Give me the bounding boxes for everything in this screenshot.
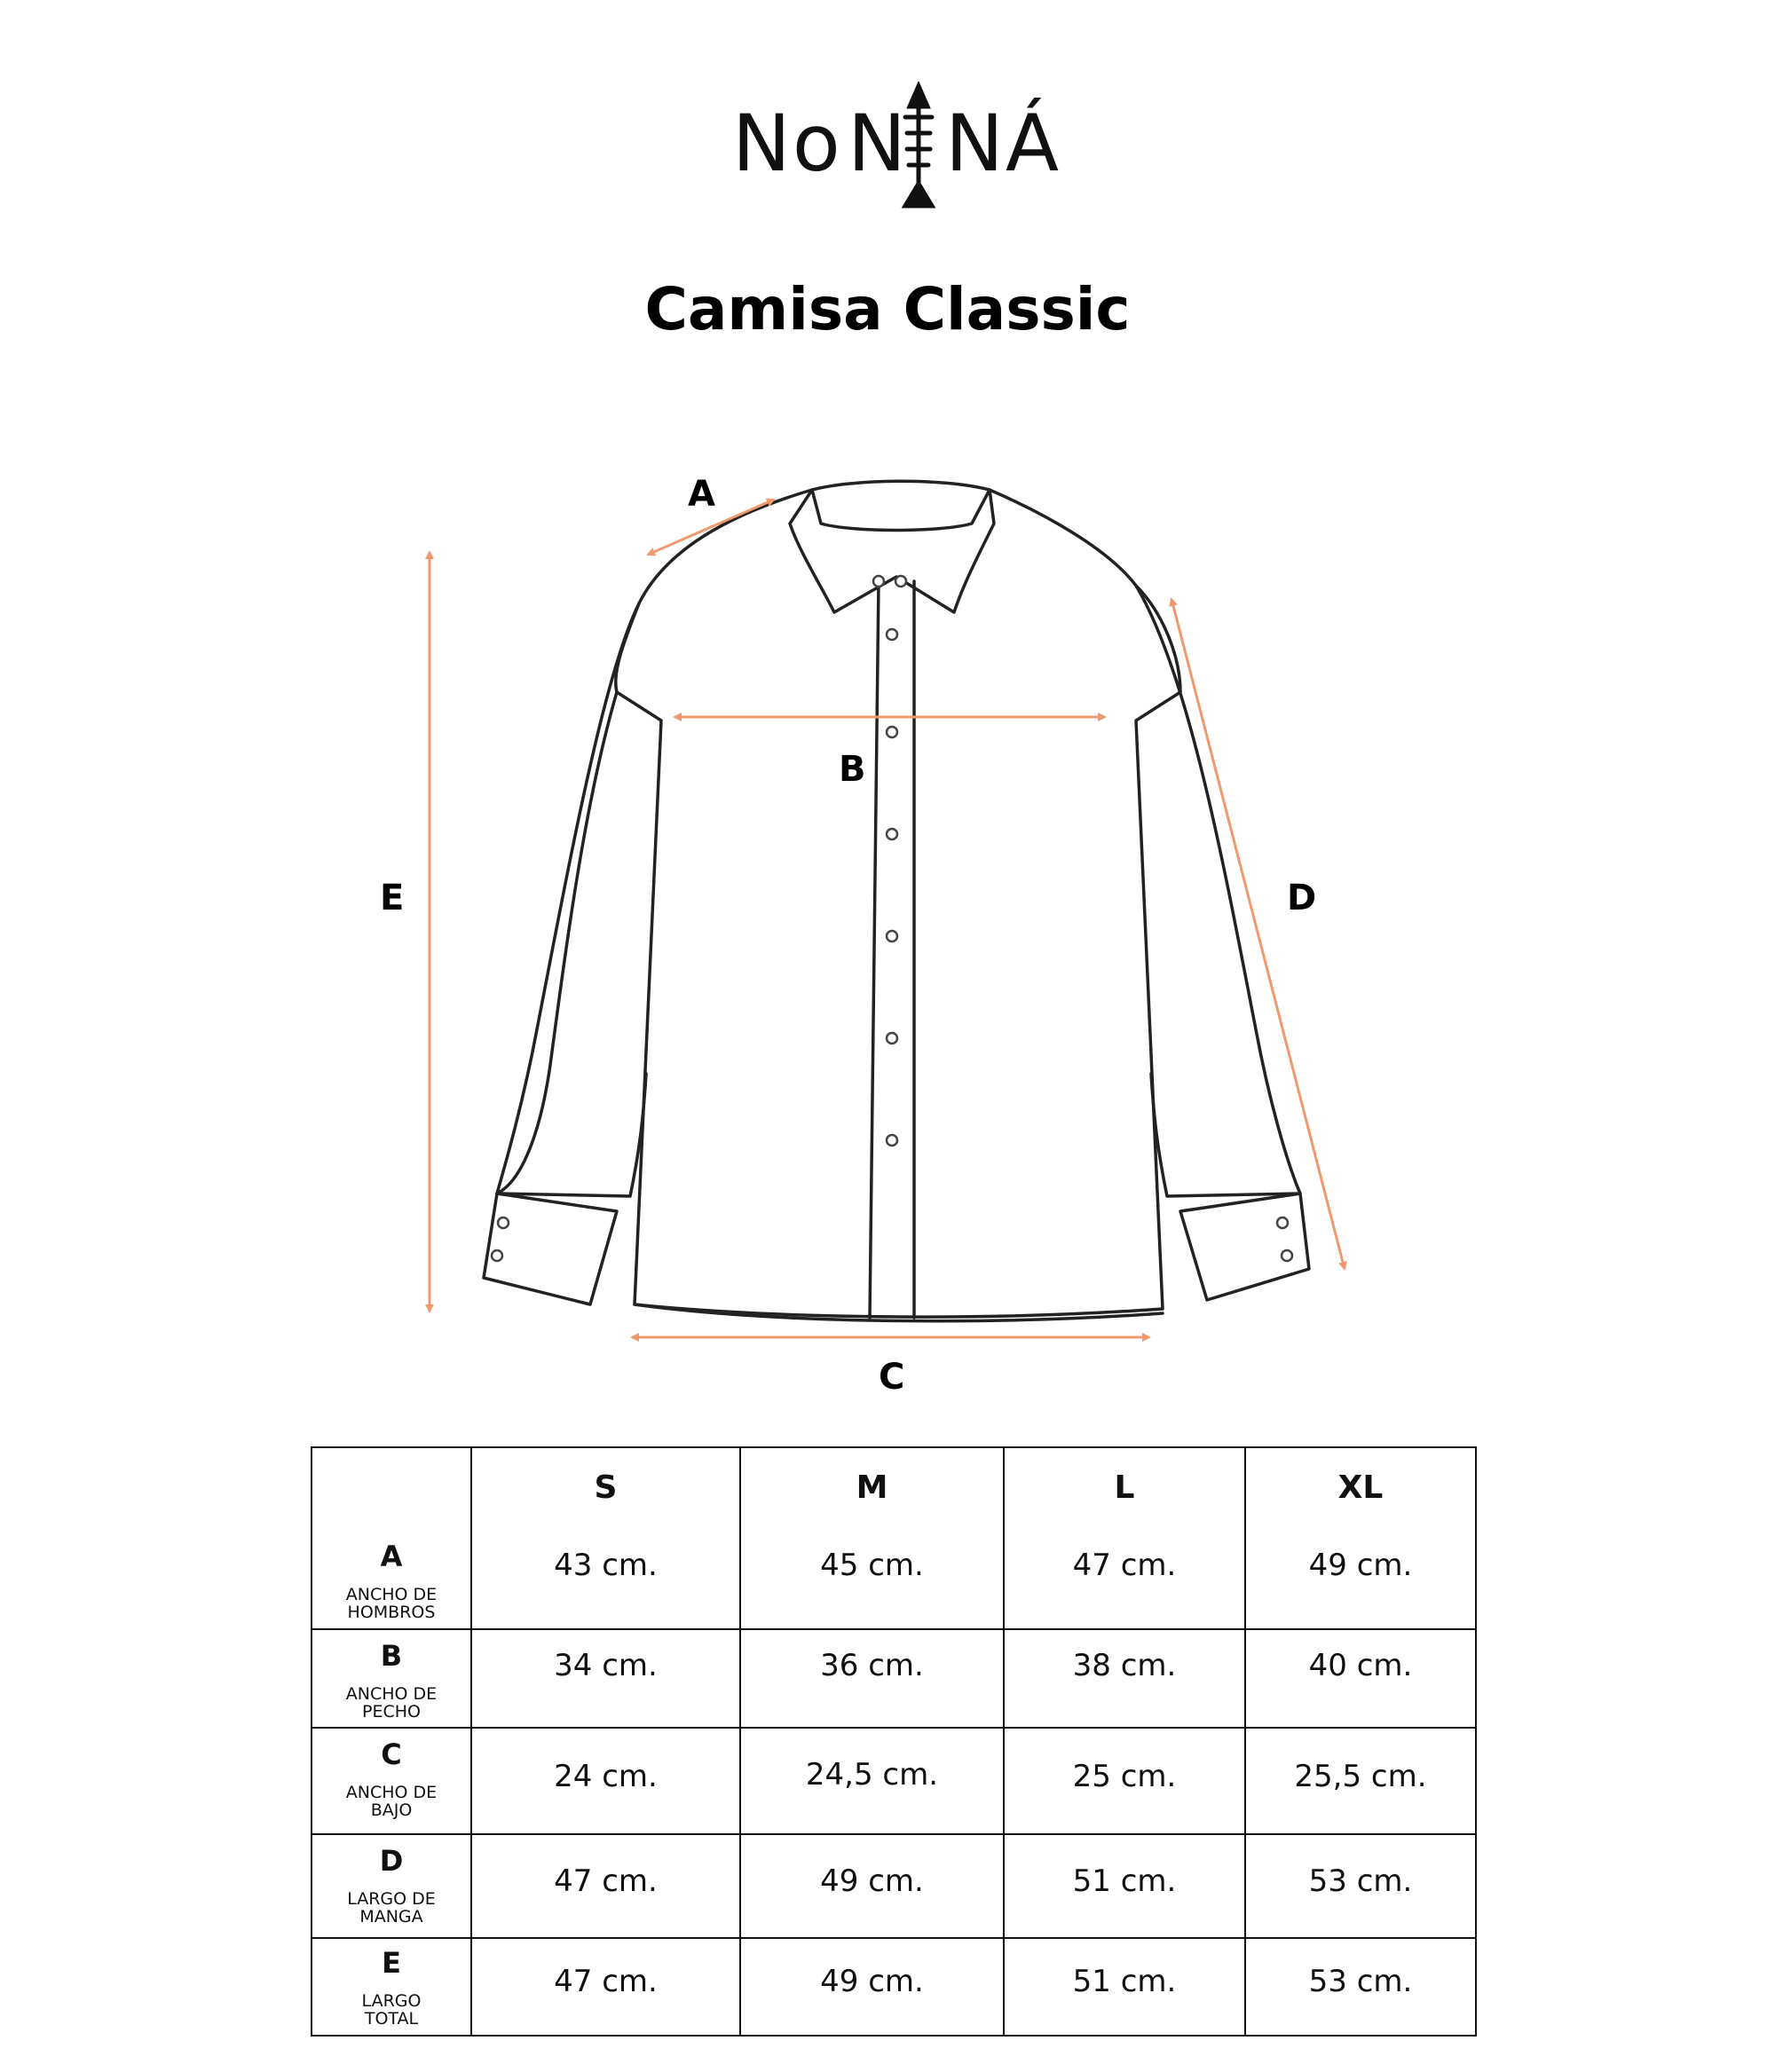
logo-text-right: NÁ [945,98,1061,189]
row-letter: B [380,1639,403,1673]
shirt-outline [484,481,1309,1320]
row-letter: E [382,1946,401,1980]
table-cell-wrap [1004,1938,1245,2036]
table-cell-wrap [740,1728,1004,1834]
table-cell-wrap [1004,1629,1245,1728]
table-row [312,1629,1476,1728]
table-cell-wrap [1245,1834,1476,1938]
size-header: S [594,1469,618,1506]
logo-text-mid: N [848,98,908,189]
label-a: A [688,474,715,515]
table-row [312,1447,1476,1629]
table-cell: 51 cm. [1072,1964,1177,1999]
row-label-cell [312,1447,471,1629]
table-cell: 36 cm. [820,1648,924,1683]
arrow-d [1172,599,1345,1269]
row-letter: A [380,1540,403,1573]
table-cell: 45 cm. [820,1548,924,1583]
table-row [312,1938,1476,2036]
shirt-diagram [0,444,1775,1420]
table-cell: 38 cm. [1072,1648,1177,1683]
table-cell: 43 cm. [554,1548,658,1583]
size-header: L [1114,1469,1135,1506]
size-column-m [740,1447,1004,1629]
label-e: E [380,878,405,918]
size-header: M [856,1469,888,1506]
table-cell: 40 cm. [1308,1648,1413,1683]
label-b: B [839,749,866,790]
table-cell: 34 cm. [554,1648,658,1683]
logo-text-left: No [732,98,842,189]
row-label-cell [312,1938,471,2036]
row-label-cell [312,1834,471,1938]
row-desc: LARGO DE MANGA [347,1889,436,1926]
table-cell-wrap [471,1728,740,1834]
table-cell: 25,5 cm. [1294,1759,1427,1794]
measurement-arrows [430,500,1345,1337]
table-cell: 47 cm. [554,1964,658,1999]
table-cell-wrap [471,1629,740,1728]
table-cell: 25 cm. [1072,1759,1177,1794]
table-cell-wrap [471,1834,740,1938]
table-cell: 47 cm. [554,1863,658,1899]
row-desc: ANCHO DE BAJO [345,1783,438,1820]
table-cell-wrap [1004,1834,1245,1938]
row-letter: D [379,1844,404,1878]
row-desc: LARGO TOTAL [361,1991,422,2029]
table-row [312,1834,1476,1938]
table-cell: 24 cm. [554,1759,658,1794]
label-d: D [1287,878,1317,918]
table-row [312,1728,1476,1834]
brand-logo [728,82,1065,215]
table-cell: 49 cm. [820,1863,924,1899]
size-column-s [471,1447,740,1629]
row-desc: ANCHO DE PECHO [345,1684,438,1721]
row-letter: C [381,1737,402,1771]
table-cell: 51 cm. [1072,1863,1177,1899]
table-cell: 49 cm. [820,1964,924,1999]
row-label-cell [312,1629,471,1728]
table-cell: 53 cm. [1308,1863,1413,1899]
row-desc: ANCHO DE HOMBROS [345,1585,438,1622]
table-cell-wrap [1245,1938,1476,2036]
table-cell-wrap [1245,1728,1476,1834]
size-header: XL [1337,1469,1384,1506]
table-cell: 24,5 cm. [805,1757,939,1792]
table-cell-wrap [1004,1728,1245,1834]
page-title: Camisa Classic [644,275,1131,343]
table-cell: 47 cm. [1072,1548,1177,1583]
table-cell-wrap [740,1834,1004,1938]
table-cell-wrap [471,1938,740,2036]
table-cell-wrap [1245,1629,1476,1728]
table-cell: 49 cm. [1308,1548,1413,1583]
label-c: C [879,1357,905,1398]
table-cell-wrap [740,1629,1004,1728]
table-cell-wrap [740,1938,1004,2036]
table-cell: 53 cm. [1308,1964,1413,1999]
size-column-l [1004,1447,1245,1629]
fish-bone-icon [905,86,932,206]
row-label-cell [312,1728,471,1834]
size-column-xl [1245,1447,1476,1629]
size-table [311,1446,1477,2037]
